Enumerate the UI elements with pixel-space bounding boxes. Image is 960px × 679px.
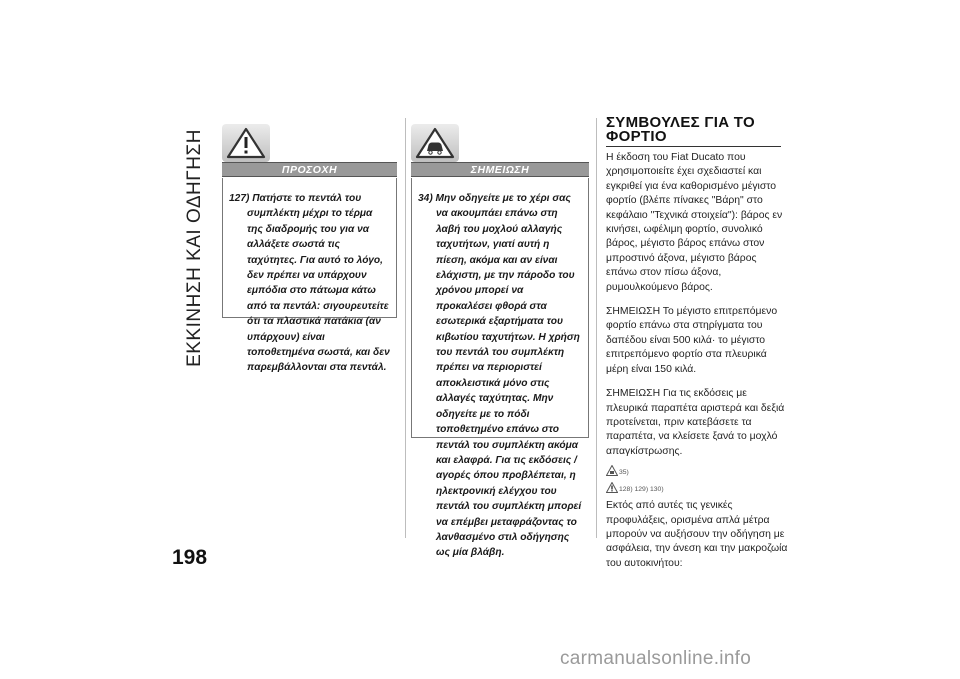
note-text: 34) Μην οδηγείτε με το χέρι σας να ακουμπάει επάνω στη λαβή του μοχλού αλλαγής ταχυτήτων, γιατί αυτή η πίεση, ακόμα και αν είναι ελάχιστη, με την πάροδο του χρόνου μπορεί να προκαλέσει φθορά στα εσωτερικά εξαρτήματα του κιβωτίου ταχυτήτων. Η χρήση του πεντάλ του συμπλέκτη πρέπει να περιοριστεί αποκλειστικά μόνο στις αλλαγές ταχύτητας. Μην οδηγείτε με το πόδι τοποθετημένο επάνω στο πεντάλ του συμπλέκτη ακόμα και ελαφρά. Για τις εκδόσεις / αγορές όπου προβλέπεται, η ηλεκτρονική ελέγχου του πεντάλ του συμπλέκτη μπορεί να επέμβει μεταφράζοντας το λανθασμένο στιλ οδήγησης ως μία βλάβη. xyxy=(418,193,582,559)
note-reference-number: 35) xyxy=(619,469,629,477)
paragraph: ΣΗΜΕΙΩΣΗ Για τις εκδόσεις με πλευρικά παραπέτα αριστερά και δεξιά προτείνεται, πριν κατεβάσετε τα παραπέτα, να κλείσετε ξανά το μοχλό απαγκίστρωσης. xyxy=(606,388,785,457)
note-reference xyxy=(606,463,788,476)
warning-triangle-icon xyxy=(606,482,618,493)
column-divider-right xyxy=(596,118,597,538)
note-heading: ΣΗΜΕΙΩΣΗ xyxy=(411,162,589,177)
section-heading: ΣΥΜΒΟΥΛΕΣ ΓΙΑ ΤΟ ΦΟΡΤΙΟ xyxy=(606,114,755,145)
watermark: carmanualsonline.info xyxy=(560,648,752,669)
warning-heading: ΠΡΟΣΟΧΗ xyxy=(222,162,397,177)
warning-reference xyxy=(606,480,788,493)
car-care-icon xyxy=(411,124,459,162)
note-box xyxy=(411,178,589,559)
sidebar-section-title: ΕΚΚΙΝΗΣΗ ΚΑΙ ΟΔΗΓΗΣΗ xyxy=(184,129,205,367)
car-care-icon xyxy=(606,465,618,476)
page-number: 198 xyxy=(172,546,208,569)
warning-reference-numbers: 128) 129) 130) xyxy=(619,486,664,494)
paragraph: Εκτός από αυτές τις γενικές προφυλάξεις, ορισμένα απλά μέτρα μπορούν να αυξήσουν την οδήγηση με ασφάλεια, την άνεση και την μακροζωία του αυτοκινήτου: xyxy=(606,500,788,569)
warning-box xyxy=(222,178,397,374)
warning-triangle-icon xyxy=(222,124,270,162)
heading-rule xyxy=(606,146,781,147)
column-divider-left xyxy=(405,118,406,538)
paragraph: Η έκδοση του Fiat Ducato που χρησιμοποιείτε έχει σχεδιαστεί και εγκριθεί για ένα καθορισμένο μέγιστο φορτίο (βλέπε πίνακες "Βάρη" στο κεφάλαιο "Τεχνικά στοιχεία"): βάρος εν κινήσει, ωφέλιμη φορτίο, συνολικό βάρος, μέγιστο βάρος επάνω στον μπροστινό άξονα, μέγιστο βάρος επάνω στον πίσω άξονα, ρυμουλκούμενο βάρος. xyxy=(606,152,783,293)
warning-text: 127) Πατήστε το πεντάλ του συμπλέκτη μέχρι το τέρμα της διαδρομής του για να αλλάξετε σωστά τις ταχύτητες. Για αυτό το λόγο, δεν πρέπει να υπάρχουν εμπόδια στο πάτωμα κάτω από τα πεντάλ: σιγουρευτείτε ότι τα πλαστικά πατάκια (αν υπάρχουν) είναι τοποθετημένα σωστά, και δεν παρεμβάλλονται στα πεντάλ. xyxy=(229,193,390,374)
paragraph: ΣΗΜΕΙΩΣΗ Το μέγιστο επιτρεπόμενο φορτίο επάνω στα στηρίγματα του δαπέδου είναι 500 κιλά· το μέγιστο επιτρεπόμενο φορτίο στα πλευρικά μέρη είναι 150 κιλά. xyxy=(606,306,778,375)
advice-column xyxy=(606,151,788,581)
